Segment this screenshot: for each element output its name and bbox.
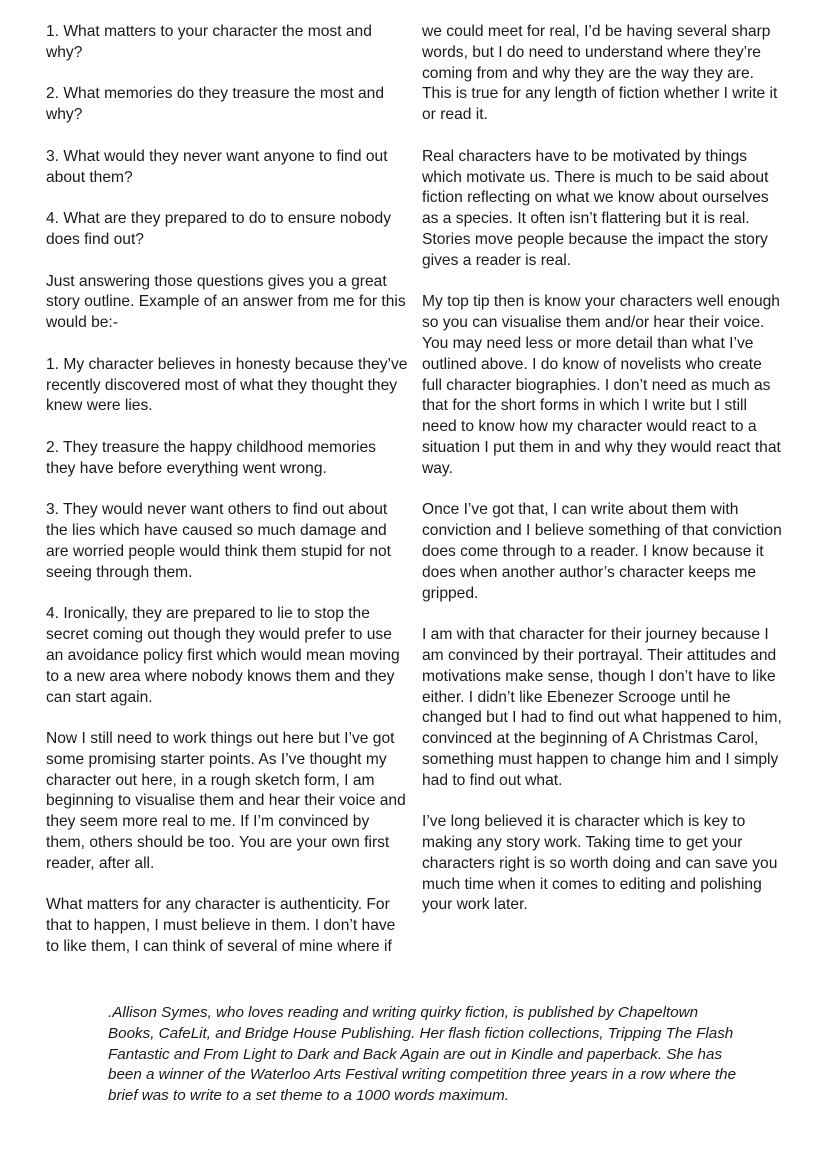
- paragraph: Now I still need to work things out here but I’ve got some promising starter points. As I’ve thought my character out here, in a rough sketch form, I am beginning to visualise them and hear their voice and they seem more real to me. If I’m convinced by them, others should be too. You are your own first reader, after all.: [46, 730, 406, 872]
- answer-2: 2. They treasure the happy childhood memories they have before everything went wrong.: [46, 438, 376, 477]
- question-2: 2. What memories do they treasure the most and why?: [46, 85, 385, 124]
- paragraph: we could meet for real, I’d be having several sharp words, but I do need to understand where they’re coming from and why they are the way they are. This is true for any length of fiction whether I write it or read it.: [422, 23, 778, 124]
- paragraph: What matters for any character is authenticity. For that to happen, I must believe in them. I don’t have to like them, I can think of several of mine where if: [46, 896, 396, 956]
- paragraph: Real characters have to be motivated by things which motivate us. There is much to be said about fiction reflecting on what we know about ourselves as a species. It often isn’t flattering but it is real. Stories move people because the impact the story gives a reader is real.: [422, 147, 769, 269]
- paragraph: I’ve long believed it is character which is key to making any story work. Taking time to get your characters right is so worth doing and can save you much time when it comes to editing and polishing your work later.: [422, 813, 778, 914]
- paragraph: I am with that character for their journey because I am convinced by their portrayal. Their attitudes and motivations make sense, though I don’t have to like either. I didn’t like Ebenezer Scrooge until he changed but I had to find out what happened to him, convinced at the beginning of A Christmas Carol, something must happen to change him and I simply had to find out what.: [422, 626, 782, 789]
- paragraph: My top tip then is know your characters well enough so you can visualise them and/or hear their voice. You may need less or more detail than what I’ve outlined above. I do know of novelists who create full character biographies. I don’t need as much as that for the short forms in which I write but I still need to know how my character would react to a situation I put them in and why they would react that way.: [422, 293, 781, 477]
- left-column: [46, 22, 408, 979]
- paragraph: Just answering those questions gives you a great story outline. Example of an answer from me for this would be:-: [46, 272, 406, 332]
- paragraph: Once I’ve got that, I can write about them with conviction and I believe something of that conviction does come through to a reader. I know because it does when another author’s character keeps me gripped.: [422, 501, 782, 602]
- answer-3: 3. They would never want others to find out about the lies which have caused so much damage and are worried people would think them stupid for not seeing through them.: [46, 501, 391, 581]
- answer-1: 1. My character believes in honesty because they’ve recently discovered most of what they thought they knew were lies.: [46, 355, 408, 415]
- right-column: [422, 22, 784, 937]
- answer-4: 4. Ironically, they are prepared to lie to stop the secret coming out though they would prefer to use an avoidance policy first which would mean moving to a new area where nobody knows them and they can start again.: [46, 605, 400, 706]
- author-bio: .Allison Symes, who loves reading and writing quirky fiction, is published by Chapeltown Books, CafeLit, and Bridge House Publishing. Her flash fiction collections, Tripping The Flash Fantastic and From Light to Dark and Back Again are out in Kindle and paperback. She has been a winner of the Waterloo Arts Festival writing competition three years in a row where the brief was to write to a set theme to a 1000 words maximum.: [108, 1004, 737, 1105]
- question-3: 3. What would they never want anyone to find out about them?: [46, 147, 388, 186]
- question-1: 1. What matters to your character the most and why?: [46, 23, 372, 61]
- question-4: 4. What are they prepared to do to ensure nobody does find out?: [46, 210, 392, 248]
